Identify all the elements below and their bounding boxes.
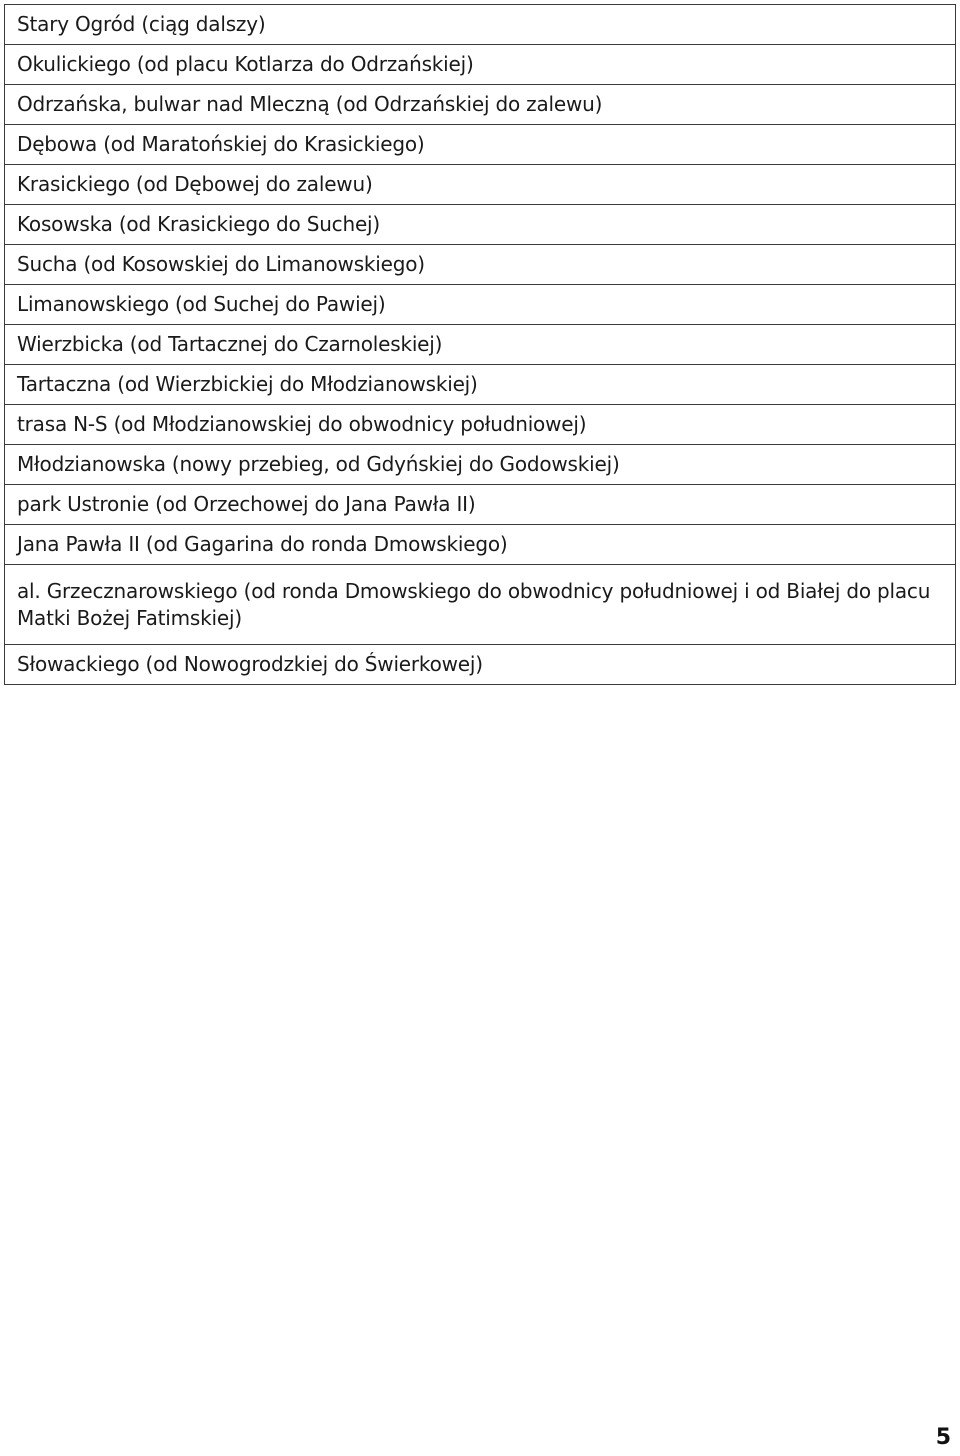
table-row xyxy=(5,285,956,325)
table-cell: Dębowa (od Maratońskiej do Krasickiego) xyxy=(5,125,956,165)
table-cell: al. Grzecznarowskiego (od ronda Dmowskiego do obwodnicy południowej i od Białej do placu Matki Bożej Fatimskiej) xyxy=(5,565,956,645)
table-cell: Odrzańska, bulwar nad Mleczną (od Odrzańskiej do zalewu) xyxy=(5,85,956,125)
table-cell: Okulickiego (od placu Kotlarza do Odrzańskiej) xyxy=(5,45,956,85)
table-cell: park Ustronie (od Orzechowej do Jana Pawła II) xyxy=(5,485,956,525)
table-cell: Tartaczna (od Wierzbickiej do Młodzianowskiej) xyxy=(5,365,956,405)
table-cell: Limanowskiego (od Suchej do Pawiej) xyxy=(5,285,956,325)
table-cell: Słowackiego (od Nowogrodzkiej do Świerkowej) xyxy=(5,645,956,685)
table-row xyxy=(5,485,956,525)
table-cell: Wierzbicka (od Tartacznej do Czarnoleskiej) xyxy=(5,325,956,365)
table-row xyxy=(5,525,956,565)
table-row xyxy=(5,365,956,405)
page-number: 5 xyxy=(935,1425,951,1450)
table-row xyxy=(5,165,956,205)
table-cell: Sucha (od Kosowskiej do Limanowskiego) xyxy=(5,245,956,285)
table-row xyxy=(5,445,956,485)
street-list-table xyxy=(4,4,956,685)
table-row xyxy=(5,325,956,365)
table-row xyxy=(5,645,956,685)
table-row xyxy=(5,45,956,85)
table-cell: Kosowska (od Krasickiego do Suchej) xyxy=(5,205,956,245)
table-cell: Młodzianowska (nowy przebieg, od Gdyńskiej do Godowskiej) xyxy=(5,445,956,485)
table-row xyxy=(5,85,956,125)
table-cell: Jana Pawła II (od Gagarina do ronda Dmowskiego) xyxy=(5,525,956,565)
table-cell: trasa N-S (od Młodzianowskiej do obwodnicy południowej) xyxy=(5,405,956,445)
table-row xyxy=(5,565,956,645)
table-row xyxy=(5,405,956,445)
table-row xyxy=(5,205,956,245)
table-row xyxy=(5,125,956,165)
table-cell: Krasickiego (od Dębowej do zalewu) xyxy=(5,165,956,205)
table-row xyxy=(5,5,956,45)
table-cell: Stary Ogród (ciąg dalszy) xyxy=(5,5,956,45)
table-row xyxy=(5,245,956,285)
